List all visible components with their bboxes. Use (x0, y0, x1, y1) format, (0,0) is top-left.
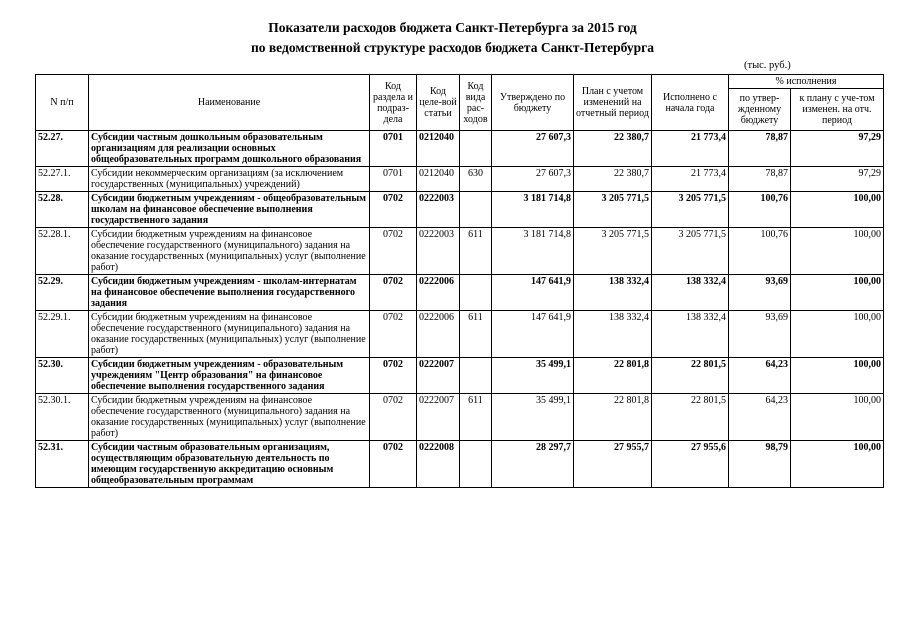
cell-pct-budget: 98,79 (729, 441, 791, 488)
cell-razdel: 0702 (370, 275, 417, 311)
header-pct-budget: по утвер-жденному бюджету (729, 89, 791, 131)
table-row (36, 358, 884, 394)
cell-approved: 35 499,1 (492, 394, 574, 441)
budget-table (35, 74, 884, 488)
cell-name: Субсидии бюджетным учреждениям - образовательным учреждениям "Центр образования" на финансовое обеспечение выполнения государственного задания (89, 358, 370, 394)
header-executed: Исполнено с начала года (652, 75, 729, 131)
cell-num: 52.27.1. (36, 167, 89, 192)
cell-plan: 22 801,8 (574, 394, 652, 441)
cell-executed: 22 801,5 (652, 394, 729, 441)
cell-pct-plan: 100,00 (791, 192, 884, 228)
cell-pct-budget: 93,69 (729, 275, 791, 311)
cell-plan: 3 205 771,5 (574, 192, 652, 228)
cell-num: 52.31. (36, 441, 89, 488)
cell-vid (460, 131, 492, 167)
cell-executed: 21 773,4 (652, 131, 729, 167)
cell-vid: 611 (460, 394, 492, 441)
cell-statya: 0222007 (417, 394, 460, 441)
table-body (36, 131, 884, 488)
cell-razdel: 0702 (370, 394, 417, 441)
cell-plan: 3 205 771,5 (574, 228, 652, 275)
document-subtitle: по ведомственной структуре расходов бюджета Санкт-Петербурга (250, 40, 655, 55)
cell-vid: 611 (460, 228, 492, 275)
cell-statya: 0222007 (417, 358, 460, 394)
cell-pct-plan: 100,00 (791, 394, 884, 441)
cell-pct-budget: 78,87 (729, 167, 791, 192)
header-plan: План с учетом изменений на отчетный период (574, 75, 652, 131)
table-row (36, 167, 884, 192)
cell-approved: 28 297,7 (492, 441, 574, 488)
cell-plan: 22 380,7 (574, 167, 652, 192)
table-row (36, 192, 884, 228)
cell-razdel: 0702 (370, 441, 417, 488)
cell-statya: 0212040 (417, 131, 460, 167)
cell-vid (460, 192, 492, 228)
cell-razdel: 0702 (370, 192, 417, 228)
cell-pct-plan: 97,29 (791, 167, 884, 192)
cell-name: Субсидии некоммерческим организациям (за исключением государственных (муниципальных) учреждений) (89, 167, 370, 192)
cell-statya: 0222008 (417, 441, 460, 488)
table-row (36, 131, 884, 167)
header-vid: Код вида рас-ходов (460, 75, 492, 131)
table-row (36, 394, 884, 441)
cell-pct-budget: 93,69 (729, 311, 791, 358)
cell-razdel: 0702 (370, 311, 417, 358)
cell-num: 52.27. (36, 131, 89, 167)
header-num: N п/п (36, 75, 89, 131)
cell-num: 52.30.1. (36, 394, 89, 441)
cell-pct-plan: 97,29 (791, 131, 884, 167)
cell-num: 52.30. (36, 358, 89, 394)
cell-razdel: 0701 (370, 167, 417, 192)
cell-pct-budget: 78,87 (729, 131, 791, 167)
header-name: Наименование (89, 75, 370, 131)
units-label: (тыс. руб.) (744, 60, 791, 71)
cell-plan: 27 955,7 (574, 441, 652, 488)
cell-executed: 22 801,5 (652, 358, 729, 394)
table-row (36, 311, 884, 358)
cell-num: 52.29.1. (36, 311, 89, 358)
cell-approved: 27 607,3 (492, 167, 574, 192)
header-statya: Код целе-вой статьи (417, 75, 460, 131)
document-title: Показатели расходов бюджета Санкт-Петербурга за 2015 год (268, 20, 637, 35)
table-row (36, 228, 884, 275)
cell-name: Субсидии бюджетным учреждениям на финансовое обеспечение государственного (муниципального) задания на оказание государственных (муниципальных) услуг (выполнение работ) (89, 311, 370, 358)
table-row (36, 275, 884, 311)
cell-approved: 147 641,9 (492, 275, 574, 311)
cell-approved: 3 181 714,8 (492, 192, 574, 228)
cell-name: Субсидии бюджетным учреждениям - общеобразовательным школам на финансовое обеспечение выполнения государственного задания (89, 192, 370, 228)
cell-num: 52.28. (36, 192, 89, 228)
cell-vid (460, 441, 492, 488)
cell-name: Субсидии частным дошкольным образовательным организациям для реализации основных общеобразовательных программ дошкольного образования (89, 131, 370, 167)
cell-vid: 611 (460, 311, 492, 358)
cell-vid (460, 275, 492, 311)
cell-vid (460, 358, 492, 394)
header-approved: Утверждено по бюджету (492, 75, 574, 131)
cell-vid: 630 (460, 167, 492, 192)
cell-executed: 27 955,6 (652, 441, 729, 488)
cell-name: Субсидии бюджетным учреждениям - школам-интернатам на финансовое обеспечение выполнения государственного задания (89, 275, 370, 311)
cell-approved: 3 181 714,8 (492, 228, 574, 275)
cell-statya: 0222006 (417, 311, 460, 358)
cell-pct-plan: 100,00 (791, 358, 884, 394)
cell-executed: 21 773,4 (652, 167, 729, 192)
cell-statya: 0222006 (417, 275, 460, 311)
header-razdel: Код раздела и подраз-дела (370, 75, 417, 131)
cell-num: 52.29. (36, 275, 89, 311)
table-row (36, 441, 884, 488)
cell-plan: 138 332,4 (574, 311, 652, 358)
cell-name: Субсидии бюджетным учреждениям на финансовое обеспечение государственного (муниципального) задания на оказание государственных (муниципальных) услуг (выполнение работ) (89, 228, 370, 275)
cell-statya: 0222003 (417, 228, 460, 275)
cell-executed: 3 205 771,5 (652, 228, 729, 275)
header-pct-plan: к плану с уче-том изменен. на отч. период (791, 89, 884, 131)
header-pct-group: % исполнения (729, 75, 884, 89)
cell-approved: 147 641,9 (492, 311, 574, 358)
cell-executed: 138 332,4 (652, 275, 729, 311)
cell-executed: 3 205 771,5 (652, 192, 729, 228)
cell-name: Субсидии частным образовательным организациям, осуществляющим образовательную деятельность по имеющим государственную аккредитацию основным общеобразовательным программам (89, 441, 370, 488)
cell-plan: 138 332,4 (574, 275, 652, 311)
cell-statya: 0212040 (417, 167, 460, 192)
cell-plan: 22 801,8 (574, 358, 652, 394)
cell-num: 52.28.1. (36, 228, 89, 275)
cell-approved: 35 499,1 (492, 358, 574, 394)
cell-approved: 27 607,3 (492, 131, 574, 167)
cell-pct-plan: 100,00 (791, 275, 884, 311)
cell-name: Субсидии бюджетным учреждениям на финансовое обеспечение государственного (муниципального) задания на оказание государственных (муниципальных) услуг (выполнение работ) (89, 394, 370, 441)
cell-razdel: 0702 (370, 228, 417, 275)
cell-razdel: 0702 (370, 358, 417, 394)
cell-pct-plan: 100,00 (791, 311, 884, 358)
cell-pct-budget: 64,23 (729, 358, 791, 394)
cell-statya: 0222003 (417, 192, 460, 228)
cell-pct-budget: 100,76 (729, 192, 791, 228)
cell-pct-plan: 100,00 (791, 441, 884, 488)
cell-pct-budget: 64,23 (729, 394, 791, 441)
cell-pct-budget: 100,76 (729, 228, 791, 275)
cell-pct-plan: 100,00 (791, 228, 884, 275)
cell-razdel: 0701 (370, 131, 417, 167)
cell-plan: 22 380,7 (574, 131, 652, 167)
cell-executed: 138 332,4 (652, 311, 729, 358)
